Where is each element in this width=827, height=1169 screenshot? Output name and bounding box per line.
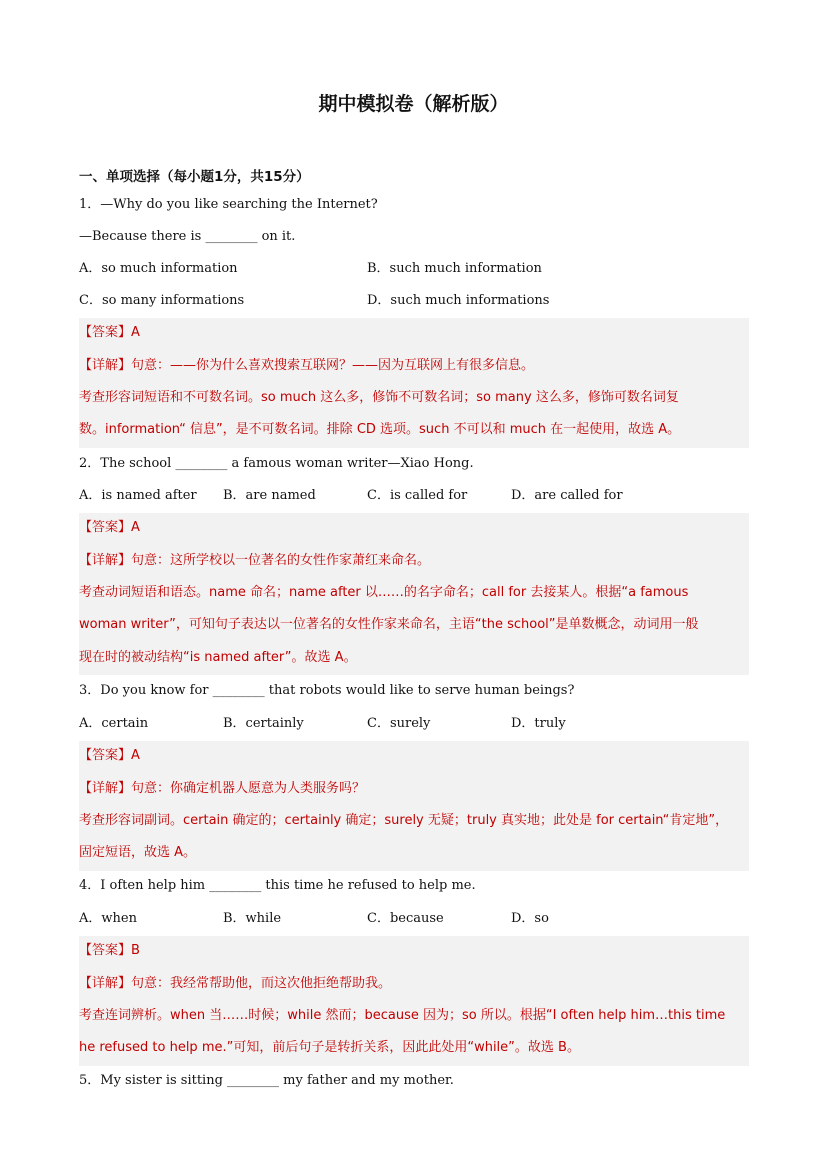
- option-c: C．is called for: [367, 488, 468, 503]
- detail-translation: 【详解】句意：——你为什么喜欢搜索互联网？——因为互联网上有很多信息。: [79, 358, 535, 373]
- detail-translation: 【详解】句意：我经常帮助他，而这次他拒绝帮助我。: [79, 976, 392, 991]
- answer-label: 【答案】A: [79, 748, 140, 763]
- option-a: A．certain: [79, 716, 149, 731]
- explanation-line-2: woman writer”，可知句子表达以一位著名的女性作家来命名，主语“the school”是单数概念，动词用一般: [79, 617, 699, 632]
- question-4-options: [79, 909, 759, 929]
- option-c: C．surely: [367, 716, 431, 731]
- option-d: D．truly: [511, 716, 566, 731]
- answer-label: 【答案】B: [79, 943, 140, 958]
- answer-label: 【答案】A: [79, 325, 140, 340]
- page-title: 期中模拟卷（解析版）: [318, 93, 509, 115]
- option-c: C．so many informations: [79, 293, 245, 308]
- explanation-line-1: 考查动词短语和语态。name 命名；name after 以……的名字命名；call for 去接某人。根据“a famous: [79, 585, 689, 600]
- explanation-line-3: 现在时的被动结构“is named after”。故选 A。: [79, 650, 357, 665]
- explanation-line-1: 考查形容词副词。certain 确定的；certainly 确定；surely 无疑；truly 真实地；此处是 for certain“肯定地”，: [79, 813, 729, 828]
- question-2-answer-box: [79, 513, 749, 675]
- question-3-stem: 3．Do you know for ________ that robots would like to serve human beings?: [79, 683, 575, 698]
- option-b: B．are named: [223, 488, 316, 503]
- detail-translation: 【详解】句意：你确定机器人愿意为人类服务吗？: [79, 781, 366, 796]
- question-4-stem: 4．I often help him ________ this time he refused to help me.: [79, 878, 476, 893]
- option-d: D．so: [511, 911, 549, 926]
- answer-label: 【答案】A: [79, 520, 140, 535]
- question-3-answer-box: [79, 741, 749, 871]
- option-a: A．is named after: [79, 488, 197, 503]
- option-b: B．certainly: [223, 716, 304, 731]
- option-d: D．such much informations: [367, 293, 550, 308]
- question-1-options-row-2: [79, 291, 759, 311]
- option-c: C．because: [367, 911, 444, 926]
- question-4-answer-box: [79, 936, 749, 1066]
- option-b: B．while: [223, 911, 282, 926]
- option-b: B．such much information: [367, 261, 542, 276]
- question-2-options: [79, 486, 759, 506]
- question-1-stem-line-2: —Because there is ________ on it.: [79, 229, 296, 244]
- option-d: D．are called for: [511, 488, 623, 503]
- question-5-stem: 5．My sister is sitting ________ my father and my mother.: [79, 1073, 454, 1088]
- explanation-line-2: he refused to help me.”可知，前后句子是转折关系，因此此处用“while”。故选 B。: [79, 1040, 580, 1055]
- question-3-options: [79, 714, 759, 734]
- option-a: A．when: [79, 911, 137, 926]
- option-a: A．so much information: [79, 261, 238, 276]
- question-2-stem: 2．The school ________ a famous woman writer—Xiao Hong.: [79, 456, 474, 471]
- explanation-line-2: 固定短语，故选 A。: [79, 845, 197, 860]
- explanation-line-1: 考查形容词短语和不可数名词。so much 这么多，修饰不可数名词；so many 这么多，修饰可数名词复: [79, 390, 679, 405]
- detail-translation: 【详解】句意：这所学校以一位著名的女性作家萧红来命名。: [79, 553, 431, 568]
- question-1-options-row-1: [79, 259, 759, 279]
- question-1-answer-box: [79, 318, 749, 448]
- explanation-line-1: 考查连词辨析。when 当……时候；while 然而；because 因为；so 所以。根据“I often help him…this time: [79, 1008, 726, 1023]
- explanation-line-2: 数。information“ 信息”，是不可数名词。排除 CD 选项。such 不可以和 much 在一起使用，故选 A。: [79, 422, 681, 437]
- question-1-stem-line-1: 1．—Why do you like searching the Internet?: [79, 197, 378, 212]
- section-heading: 一、单项选择（每小题1分，共15分）: [79, 169, 310, 185]
